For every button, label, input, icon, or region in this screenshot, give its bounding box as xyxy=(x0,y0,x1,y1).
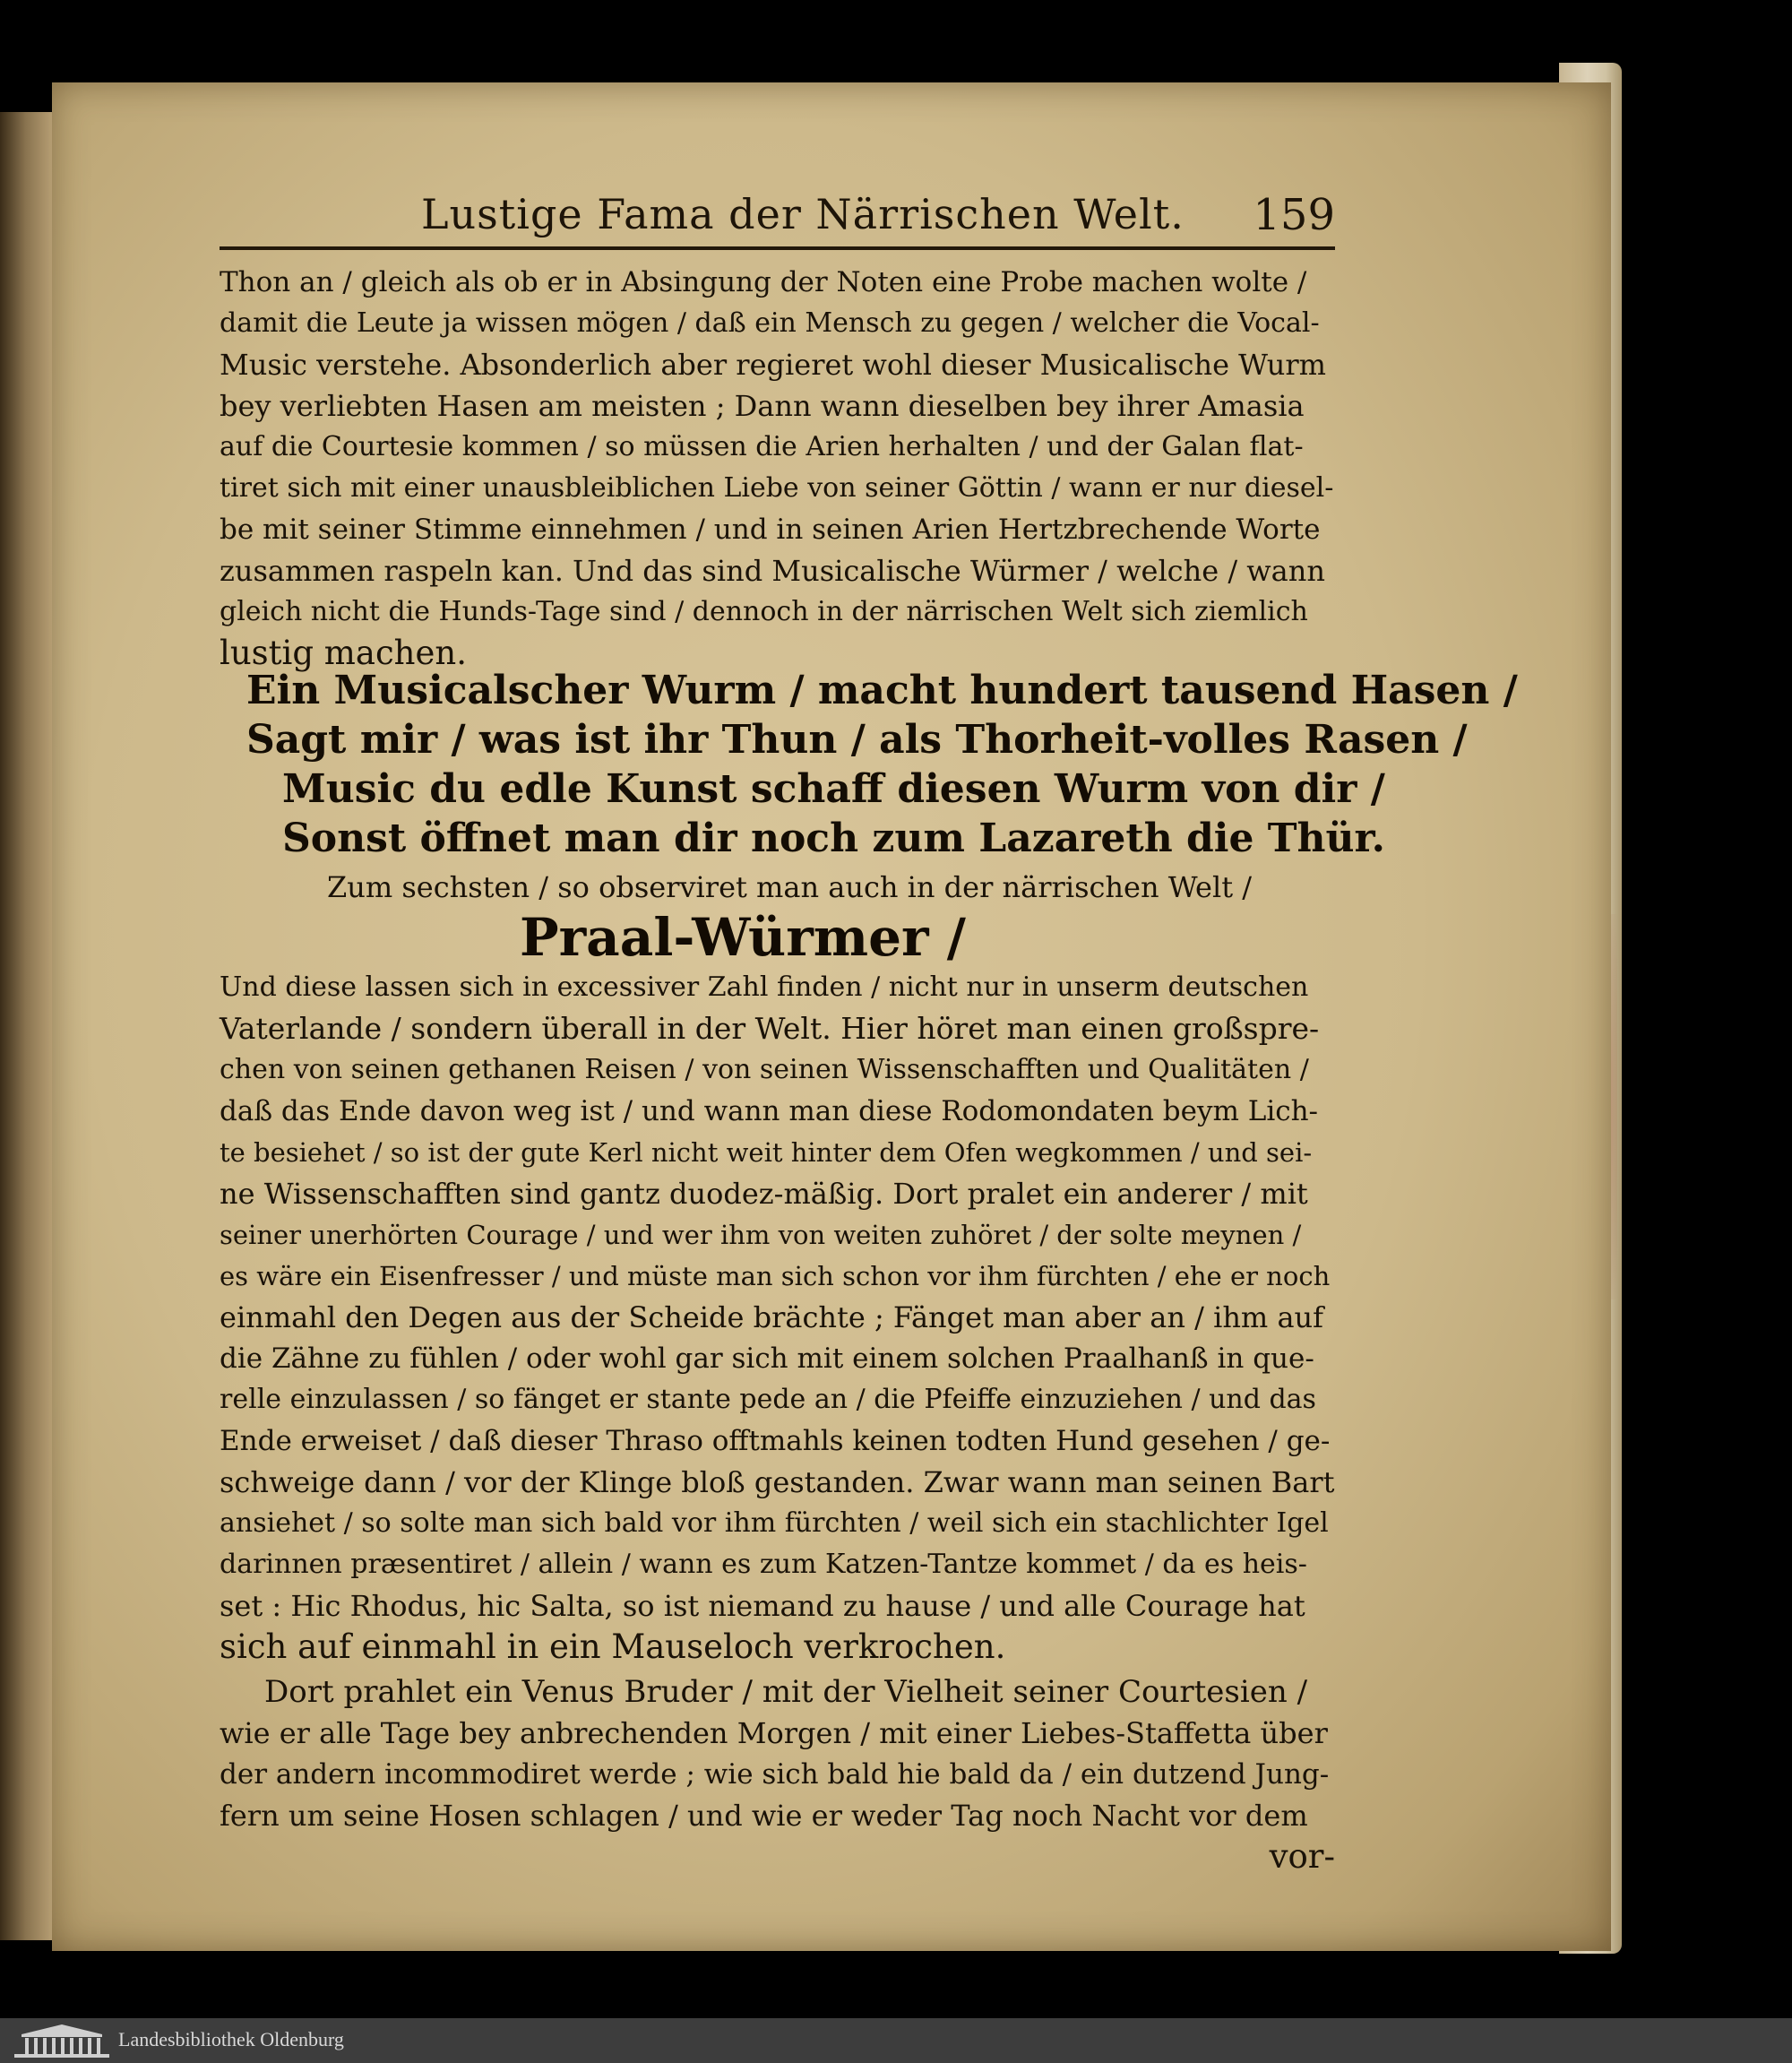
text-line: be mit seiner Stimme einnehmen / und in seinen Arien Hertzbrechende Worte xyxy=(220,514,1321,546)
text-line: zusammen raspeln kan. Und das sind Musicalische Würmer / welche / wann xyxy=(220,554,1325,588)
text-line: fern um seine Hosen schlagen / und wie er weder Tag noch Nacht vor dem xyxy=(220,1799,1308,1833)
text-line: Music verstehe. Absonderlich aber regieret wohl dieser Musicalische Wurm xyxy=(220,348,1327,382)
verse-line: Ein Musicalscher Wurm / macht hundert tausend Hasen / xyxy=(246,668,1518,713)
verse-line: Sonst öffnet man dir noch zum Lazareth die Thür. xyxy=(282,816,1385,861)
text-line: bey verliebten Hasen am meisten ; Dann wann dieselben bey ihrer Amasia xyxy=(220,389,1305,423)
running-title: Lustige Fama der Närrischen Welt. xyxy=(421,190,1185,238)
verse-line: Sagt mir / was ist ihr Thun / als Thorheit-volles Rasen / xyxy=(246,717,1468,763)
text-line: Ende erweiset / daß dieser Thraso offtmahls keinen todten Hund gesehen / ge- xyxy=(220,1425,1331,1457)
text-line: einmahl den Degen aus der Scheide brächte ; Fänget man aber an / ihm auf xyxy=(220,1300,1323,1334)
library-building-icon xyxy=(13,2022,111,2059)
page-header xyxy=(220,190,1335,244)
text-line: Und diese lassen sich in excessiver Zahl finden / nicht nur in unserm deutschen xyxy=(220,971,1309,1003)
catchword: vor- xyxy=(1269,1837,1335,1876)
text-line: Vaterlande / sondern überall in der Welt. Hier höret man einen großspre- xyxy=(220,1011,1320,1046)
text-line: sich auf einmahl in ein Mauseloch verkrochen. xyxy=(220,1627,1006,1666)
text-line: wie er alle Tage bey anbrechenden Morgen / mit einer Liebes-Staffetta über xyxy=(220,1716,1328,1750)
page-number: 159 xyxy=(1253,190,1335,240)
text-line: Thon an / gleich als ob er in Absingung der Noten eine Probe machen wolte / xyxy=(220,266,1307,298)
text-line: darinnen præsentiret / allein / wann es zum Katzen-Tantze kommet / da es heis- xyxy=(220,1549,1307,1580)
section-heading: Praal-Würmer / xyxy=(520,907,966,968)
text-line: auf die Courtesie kommen / so müssen die Arien herhalten / und der Galan flat- xyxy=(220,431,1304,462)
text-line: seiner unerhörten Courage / und wer ihm von weiten zuhöret / der solte meynen / xyxy=(220,1220,1302,1250)
text-line: daß das Ende davon weg ist / und wann man diese Rodomondaten beym Lich- xyxy=(220,1095,1319,1127)
text-line: der andern incommodiret werde ; wie sich bald hie bald da / ein dutzend Jung- xyxy=(220,1758,1330,1791)
footer-bar xyxy=(0,2018,1792,2063)
text-line: set : Hic Rhodus, hic Salta, so ist niemand zu hause / und alle Courage hat xyxy=(220,1589,1305,1623)
text-line: relle einzulassen / so fänget er stante pede an / die Pfeiffe einzuziehen / und das xyxy=(220,1384,1316,1415)
left-page-edge xyxy=(0,112,55,1940)
text-line: die Zähne zu fühlen / oder wohl gar sich mit einem solchen Praalhanß in que- xyxy=(220,1342,1314,1375)
text-line: gleich nicht die Hunds-Tage sind / dennoch in der närrischen Welt sich ziemlich xyxy=(220,596,1308,627)
transition-line: Zum sechsten / so observiret man auch in der närrischen Welt / xyxy=(327,870,1252,904)
library-name: Landesbibliothek Oldenburg xyxy=(118,2028,344,2050)
text-line: schweige dann / vor der Klinge bloß gestanden. Zwar wann man seinen Bart xyxy=(220,1465,1335,1499)
text-line: chen von seinen gethanen Reisen / von seinen Wissenschafften und Qualitäten / xyxy=(220,1054,1309,1085)
text-line: te besiehet / so ist der gute Kerl nicht weit hinter dem Ofen wegkommen / und sei- xyxy=(220,1137,1313,1168)
text-line: ansiehet / so solte man sich bald vor ihm fürchten / weil sich ein stachlichter Igel xyxy=(220,1507,1329,1539)
text-line: Dort prahlet ein Venus Bruder / mit der Vielheit seiner Courtesien / xyxy=(264,1674,1308,1710)
header-rule xyxy=(220,246,1335,250)
text-line: damit die Leute ja wissen mögen / daß ein Mensch zu gegen / welcher die Vocal- xyxy=(220,307,1320,339)
text-line: lustig machen. xyxy=(220,634,467,672)
text-line: tiret sich mit einer unausbleiblichen Liebe von seiner Göttin / wann er nur diesel- xyxy=(220,472,1334,504)
verse-line: Music du edle Kunst schaff diesen Wurm von dir / xyxy=(282,766,1385,812)
text-line: es wäre ein Eisenfresser / und müste man sich schon vor ihm fürchten / ehe er noch xyxy=(220,1261,1331,1291)
text-line: ne Wissenschafften sind gantz duodez-mäßig. Dort pralet ein anderer / mit xyxy=(220,1177,1308,1211)
